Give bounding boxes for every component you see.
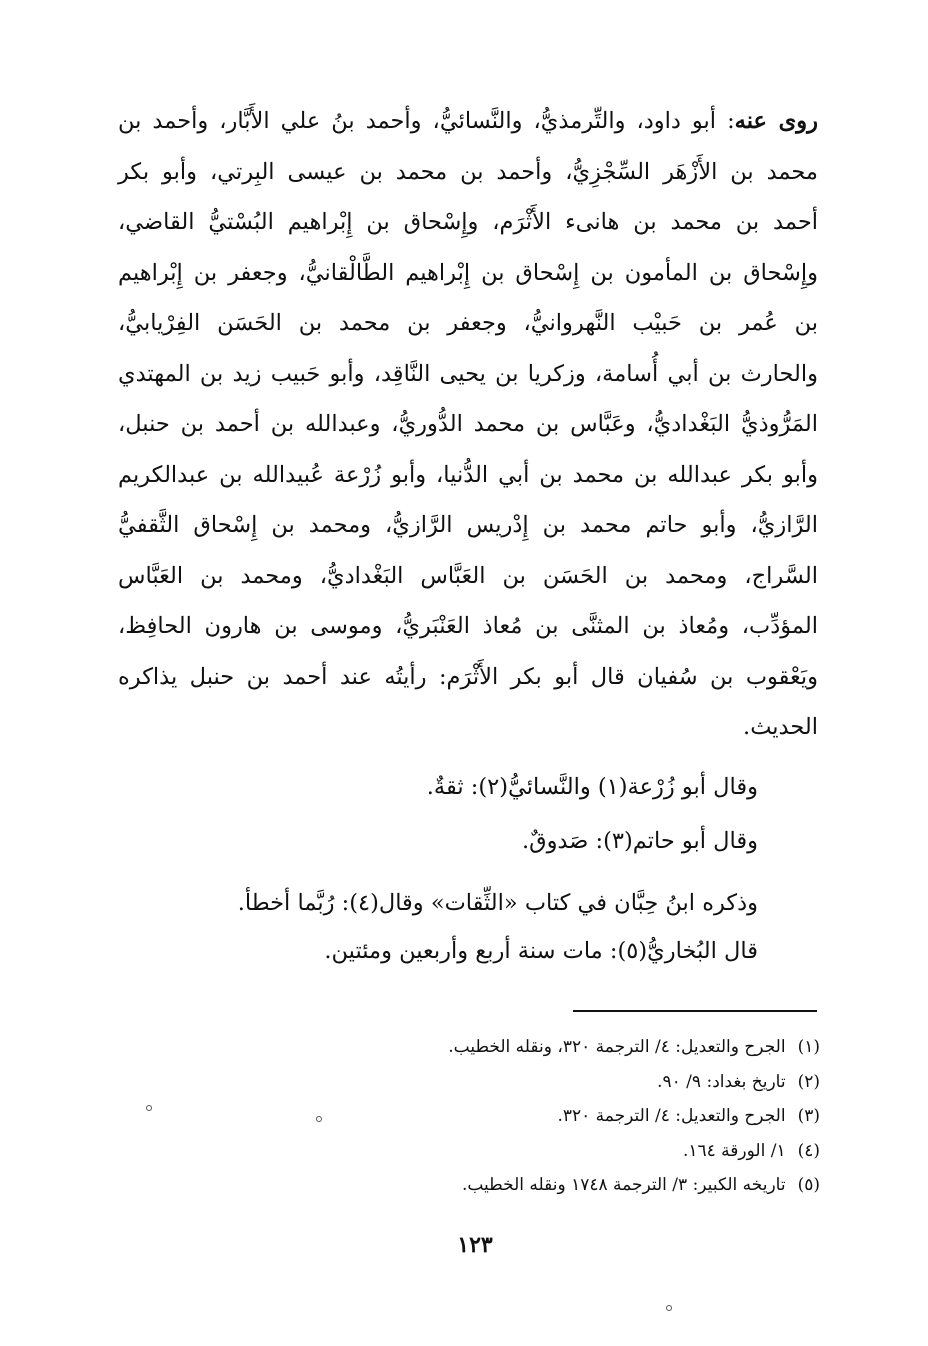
statement-bukhari: قال البُخاريُّ(٥): مات سنة أربع وأربعين ومئتين. [324,938,758,964]
statement-abu-zura: وقال أبو زُرْعة(١) والنَّسائيُّ(٢): ثقةٌ. [426,774,758,800]
scan-speck [146,1105,152,1111]
footnote [180,1134,820,1169]
statement-ibn-hibban: وذكره ابنُ حِبَّان في كتاب «الثِّقات» وقال(٤): رُبَّما أخطأ. [237,890,758,916]
footnote-divider [573,1010,817,1012]
page-number: ١٢٣ [457,1232,493,1258]
footnote-text: الجرح والتعديل: ٤/ الترجمة ٣٢٠. [557,1106,786,1126]
scan-speck [316,1116,322,1122]
narrators-paragraph [118,96,818,753]
footnote-number: (١) [797,1037,820,1057]
paragraph-body: : أبو داود، والتِّرمذيُّ، والنَّسائيُّ، وأحمد بنُ علي الأَبَّار، وأحمد بن محمد بن الأَزْهَر السِّجْزِيُّ، وأحمد بن محمد بن عيسى البِرتي، وأبو بكر أحمد بن محمد بن هانىء الأَثْرَم، وإِسْحاق بن إِبْراهيم البُسْتيُّ القاضي، وإِسْحاق بن المأمون بن إِسْحاق بن إِبْراهيم الطَّالْقانيُّ، وجعفر بن إِبْراهيم بن عُمر بن حَبيْب النَّهروانيُّ، وجعفر بن محمد بن الحَسَن الفِرْيابيُّ، والحارث بن أبي أُسامة، وزكريا بن يحيى النَّاقِد، وأبو حَبيب زيد بن المهتدي المَرُّوذيُّ البَغْداديُّ، وعَبَّاس بن محمد الدُّوريُّ، وعبدالله بن أحمد بن حنبل، وأبو بكر عبدالله بن محمد بن أبي الدُّنيا، وأبو زُرْعة عُبيدالله بن عبدالكريم الرَّازيُّ، وأبو حاتم محمد بن إِدْريس الرَّازيُّ، ومحمد بن إِسْحاق الثَّقفيُّ السَّراج، ومحمد بن الحَسَن بن العَبَّاس البَغْداديُّ، ومحمد بن العَبَّاس المؤدِّب، ومُعاذ بن المثنَّى بن مُعاذ العَنْبَريُّ، وموسى بن هارون الحافِظ، ويَعْقوب بن سُفيان قال أبو بكر الأَثْرَم: رأيتُه عند أحمد بن حنبل يذاكره الحديث. [118,108,818,740]
footnote-text: الجرح والتعديل: ٤/ الترجمة ٣٢٠، ونقله الخطيب. [448,1037,786,1057]
footnote [180,1168,820,1203]
footnote-number: (٣) [797,1106,820,1126]
footnote-text: تاريخ بغداد: ٩/ ٩٠. [657,1071,786,1092]
footnote-number: (٢) [797,1071,820,1092]
footnotes-block [180,1030,820,1203]
footnote-text: ١/ الورقة ١٦٤. [682,1140,786,1161]
footnote [180,1065,820,1100]
footnote [180,1030,820,1065]
footnote-text: تاريخه الكبير: ٣/ الترجمة ١٧٤٨ ونقله الخطيب. [461,1175,786,1195]
footnote-number: (٤) [797,1140,820,1161]
paragraph-lead: روى عنه [734,108,818,134]
main-text-block [118,96,818,753]
scan-speck [666,1305,672,1311]
footnote-number: (٥) [797,1175,820,1195]
footnote [180,1099,820,1134]
statement-abu-hatim: وقال أبو حاتم(٣): صَدوقٌ. [521,828,758,854]
